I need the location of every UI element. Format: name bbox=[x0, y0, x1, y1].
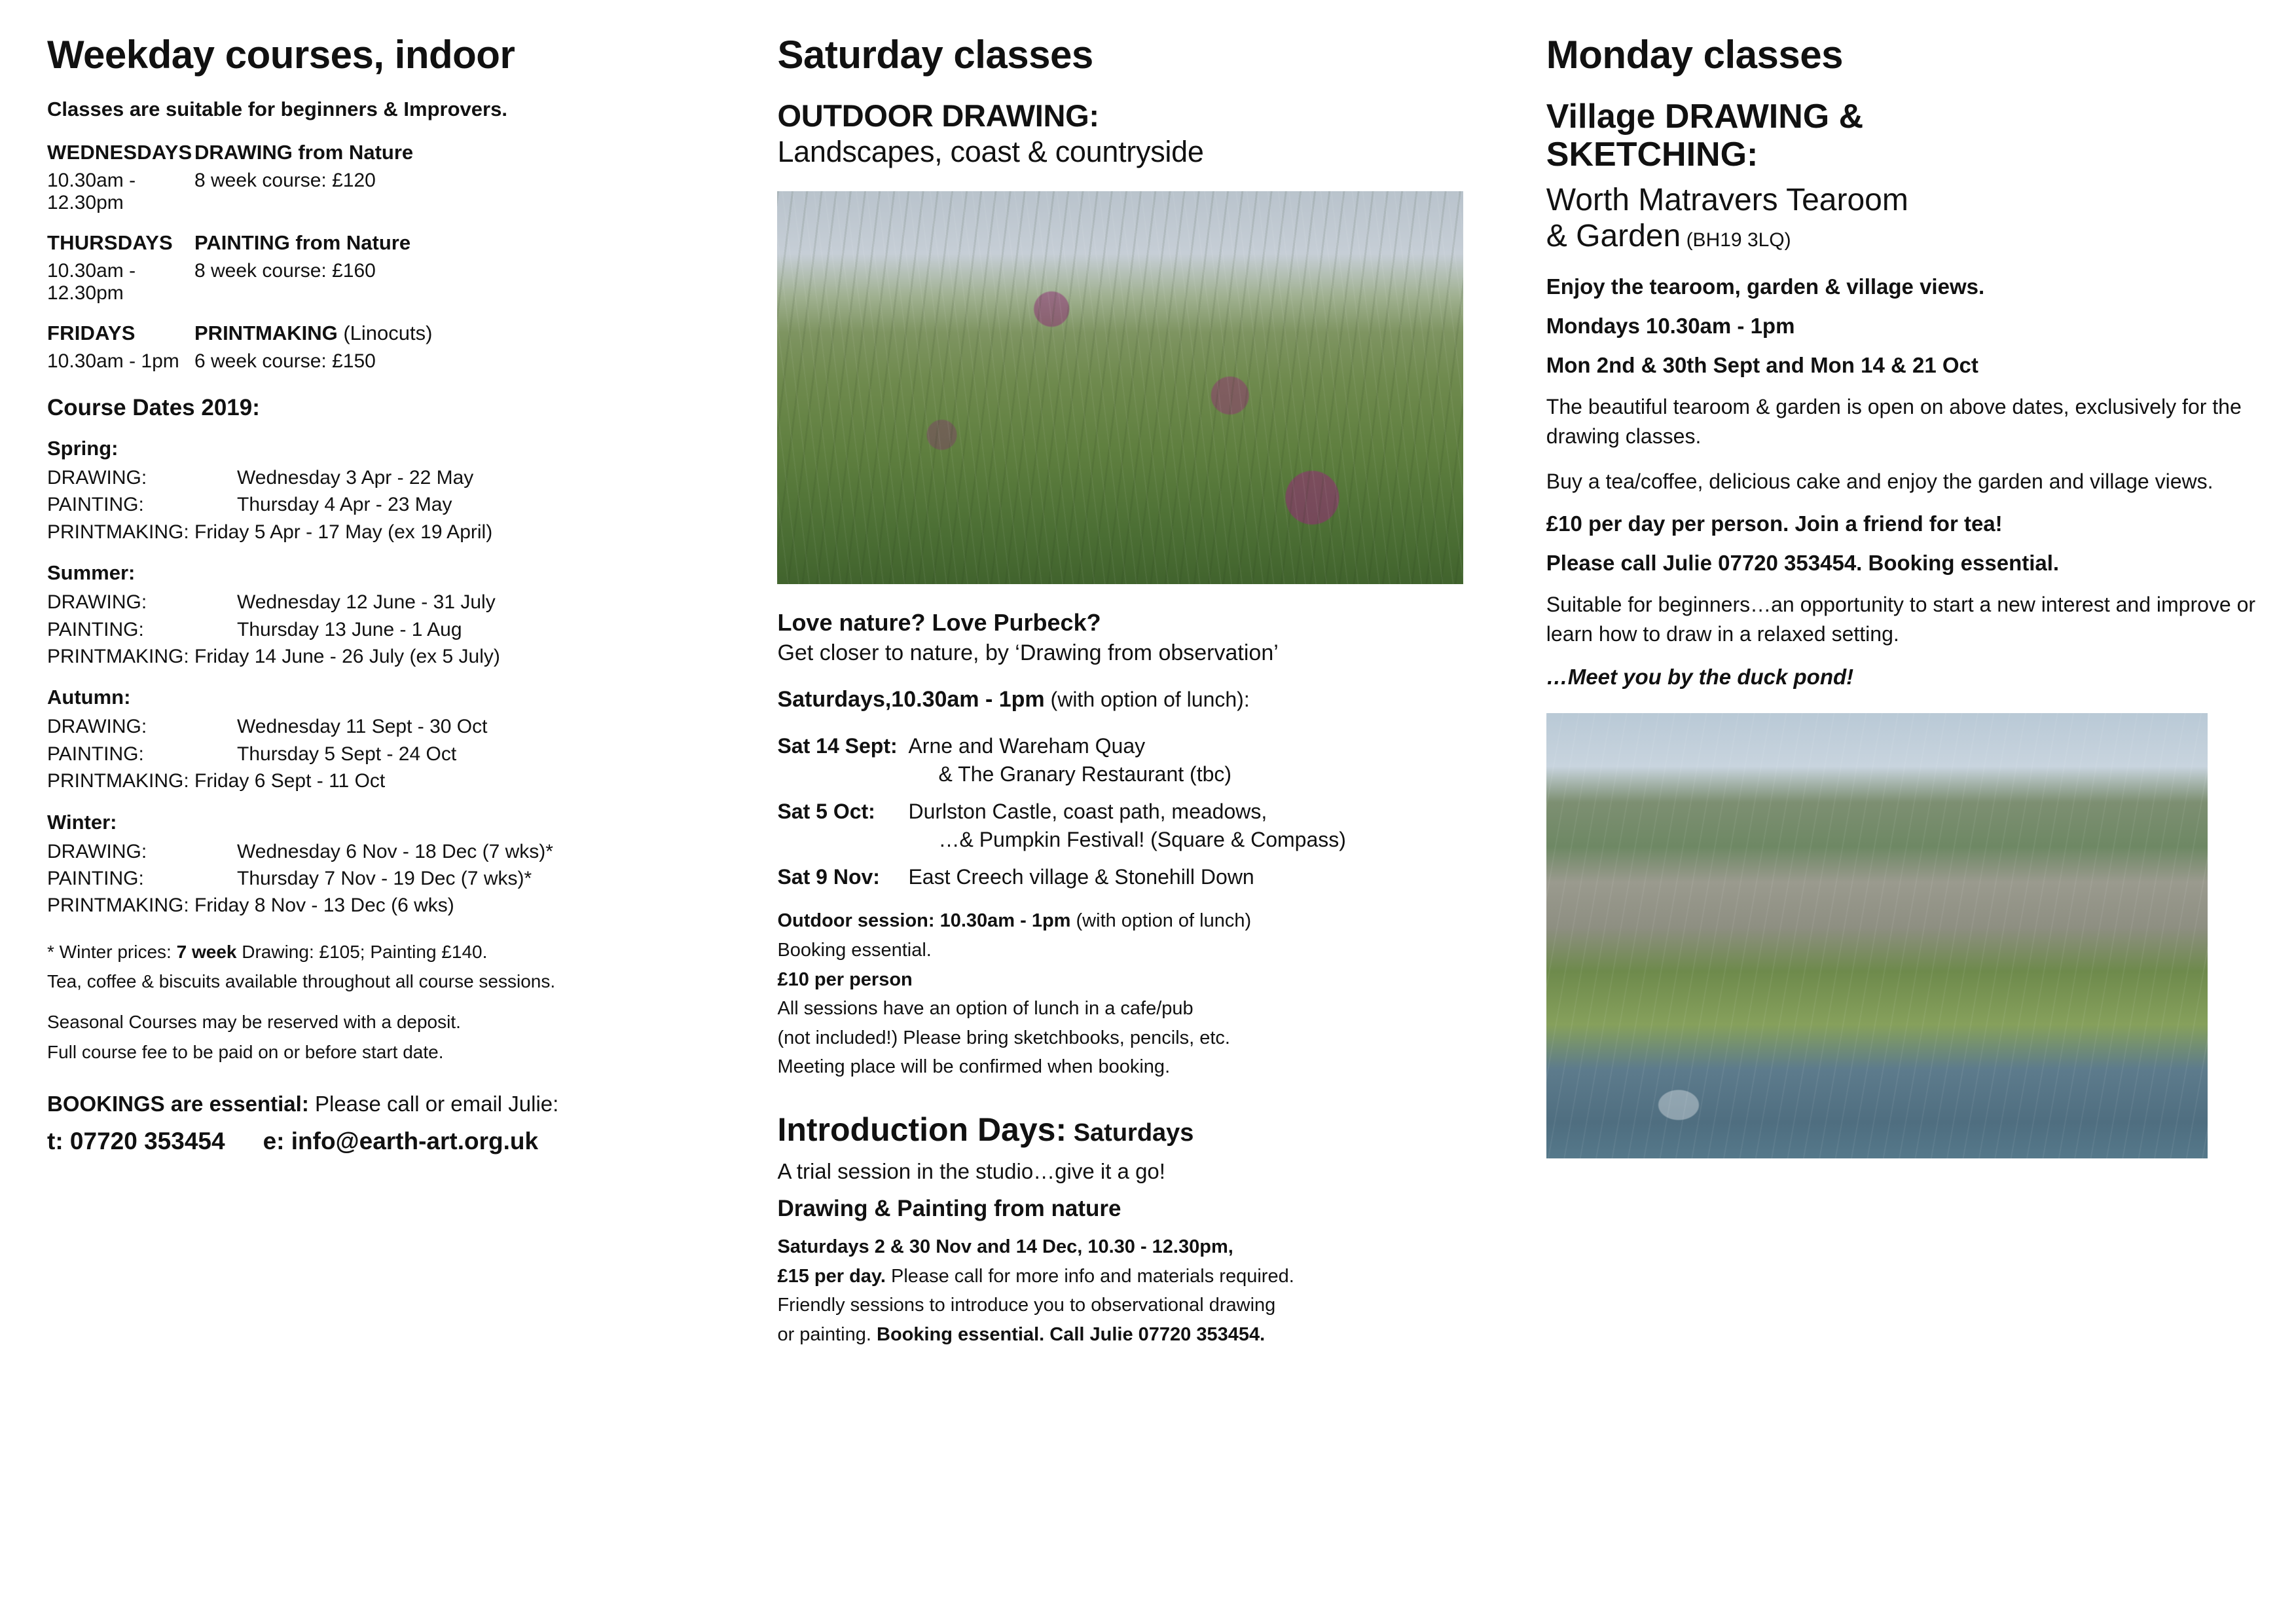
course-line bbox=[47, 838, 751, 865]
trip-date: Sat 5 Oct: bbox=[777, 799, 875, 823]
email-text[interactable]: e: info@earth-art.org.uk bbox=[263, 1128, 539, 1155]
trip-date: Sat 9 Nov: bbox=[777, 864, 880, 889]
course-line bbox=[47, 741, 751, 767]
left-notes bbox=[47, 939, 751, 1065]
venue-line-1: Worth Matravers Tearoom bbox=[1546, 183, 1908, 218]
course-value: Wednesday 3 Apr - 22 May bbox=[237, 467, 474, 489]
season-name: Winter: bbox=[47, 810, 117, 834]
fee-note: Full course fee to be paid on or before start date. bbox=[47, 1041, 444, 1062]
schedule-time: 10.30am - 12.30pm bbox=[47, 170, 136, 213]
schedule-item-fridays bbox=[47, 322, 751, 373]
tearoom-paragraph-1: The beautiful tearoom & garden is open on above dates, exclusively for the drawing classes. bbox=[1546, 394, 2242, 448]
lunch-note-1: All sessions have an option of lunch in a cafe/pub bbox=[777, 998, 1194, 1020]
love-nature-text: Get closer to nature, by ‘Drawing from observation’ bbox=[777, 640, 1279, 665]
introduction-dates: Saturdays 2 & 30 Nov and 14 Dec, 10.30 - 12.30pm, bbox=[777, 1236, 1233, 1257]
monday-times: Mondays 10.30am - 1pm bbox=[1546, 313, 1795, 338]
schedule-item-thursdays bbox=[47, 231, 751, 304]
column-weekday-courses bbox=[47, 34, 777, 1598]
course-line bbox=[47, 589, 751, 616]
course-line bbox=[47, 643, 751, 670]
introduction-friendly-2: or painting. bbox=[777, 1323, 877, 1345]
introduction-booking-call: Booking essential. Call Julie 07720 353454. bbox=[877, 1323, 1266, 1345]
trip-row bbox=[777, 798, 1513, 854]
schedule-price: 6 week course: £150 bbox=[194, 350, 376, 372]
season-winter bbox=[47, 811, 751, 919]
course-label: PAINTING: bbox=[47, 743, 144, 765]
course-line bbox=[47, 767, 751, 794]
season-spring bbox=[47, 437, 751, 545]
price-bold: £10 per person bbox=[777, 969, 913, 990]
season-autumn bbox=[47, 686, 751, 794]
introduction-price: £15 per day. bbox=[777, 1265, 886, 1287]
bookings-line bbox=[47, 1088, 751, 1120]
season-name: Autumn: bbox=[47, 686, 131, 709]
session-rest: (with option of lunch) bbox=[1070, 910, 1252, 932]
introduction-days-heading bbox=[777, 1111, 1513, 1149]
course-label: PRINTMAKING: Friday 6 Sept - 11 Oct bbox=[47, 770, 386, 792]
winter-prices-bold: 7 week bbox=[176, 941, 237, 962]
schedule-time: 10.30am - 12.30pm bbox=[47, 260, 136, 304]
schedule-title-suffix: (Linocuts) bbox=[337, 322, 433, 344]
column-monday-classes bbox=[1546, 34, 2257, 1598]
course-label: PRINTMAKING: Friday 8 Nov - 13 Dec (6 wks) bbox=[47, 895, 454, 917]
bookings-label: BOOKINGS are essential: bbox=[47, 1091, 309, 1116]
tearoom-paragraph-3: Suitable for beginners…an opportunity to start a new interest and improve or learn how to draw in a relaxed setting. bbox=[1546, 593, 2256, 646]
course-line bbox=[47, 491, 751, 518]
course-value: Wednesday 11 Sept - 30 Oct bbox=[237, 716, 488, 738]
course-value: Thursday 13 June - 1 Aug bbox=[237, 618, 462, 640]
course-line bbox=[47, 464, 751, 491]
middle-column-heading: Saturday classes bbox=[777, 33, 1093, 77]
saturday-times-bold: Saturdays,10.30am - 1pm bbox=[777, 687, 1045, 712]
outdoor-session-details bbox=[777, 908, 1513, 1080]
village-drawing-title-line2: SKETCHING: bbox=[1546, 136, 1758, 174]
winter-prices-suffix: Drawing: £105; Painting £140. bbox=[236, 941, 488, 962]
trip-date: Sat 14 Sept: bbox=[777, 734, 898, 758]
outdoor-drawing-subtitle: Landscapes, coast & countryside bbox=[777, 135, 1204, 168]
course-value: Wednesday 12 June - 31 July bbox=[237, 591, 496, 614]
village-pond-photo bbox=[1546, 713, 2208, 1158]
course-value: Wednesday 6 Nov - 18 Dec (7 wks)* bbox=[237, 840, 553, 862]
left-intro-text: Classes are suitable for beginners & Improvers. bbox=[47, 98, 507, 120]
venue-name bbox=[1546, 183, 2257, 254]
duck-pond-text: …Meet you by the duck pond! bbox=[1546, 664, 1854, 689]
course-label: PAINTING: bbox=[47, 867, 144, 889]
schedule-item-wednesdays bbox=[47, 141, 751, 214]
course-line bbox=[47, 616, 751, 643]
saturday-times-line bbox=[777, 687, 1513, 712]
course-dates-heading: Course Dates 2019: bbox=[47, 395, 260, 420]
schedule-title: PAINTING from Nature bbox=[194, 231, 411, 254]
trip-desc: Arne and Wareham Quay bbox=[908, 734, 1146, 758]
trip-desc-2: …& Pumpkin Festival! (Square & Compass) bbox=[938, 827, 1346, 851]
trip-desc: East Creech village & Stonehill Down bbox=[908, 864, 1254, 889]
introduction-trial-text: A trial session in the studio…give it a go! bbox=[777, 1158, 1165, 1183]
session-line bbox=[777, 908, 1513, 934]
course-value: Thursday 4 Apr - 23 May bbox=[237, 494, 452, 516]
course-label: DRAWING: bbox=[47, 840, 147, 862]
enjoy-tearoom-text: Enjoy the tearoom, garden & village views. bbox=[1546, 274, 1985, 299]
booking-essential: Booking essential. bbox=[777, 939, 932, 961]
course-label: DRAWING: bbox=[47, 591, 147, 614]
introduction-friendly-1: Friendly sessions to introduce you to observational drawing bbox=[777, 1295, 1276, 1316]
winter-prices-note bbox=[47, 939, 751, 965]
village-drawing-title bbox=[1546, 98, 2257, 174]
course-line bbox=[47, 519, 751, 545]
meadow-photo bbox=[777, 191, 1463, 584]
saturday-times-rest: (with option of lunch): bbox=[1044, 688, 1250, 711]
schedule-day: THURSDAYS bbox=[47, 231, 173, 254]
schedule-title: DRAWING from Nature bbox=[194, 141, 414, 164]
village-drawing-title-line1: Village DRAWING & bbox=[1546, 98, 1864, 136]
contact-row bbox=[47, 1128, 751, 1155]
schedule-price: 8 week course: £120 bbox=[194, 170, 376, 191]
session-bold: Outdoor session: 10.30am - 1pm bbox=[777, 910, 1071, 932]
course-label: PAINTING: bbox=[47, 494, 144, 516]
column-saturday-classes bbox=[777, 34, 1546, 1598]
trip-desc-2: & The Granary Restaurant (tbc) bbox=[938, 762, 1232, 786]
introduction-price-rest: Please call for more info and materials required. bbox=[885, 1265, 1294, 1287]
bookings-rest: Please call or email Julie: bbox=[308, 1091, 559, 1116]
introduction-days-title: Introduction Days: bbox=[777, 1111, 1067, 1148]
course-line bbox=[47, 713, 751, 740]
meeting-note: Meeting place will be confirmed when booking. bbox=[777, 1056, 1171, 1078]
schedule-price: 8 week course: £160 bbox=[194, 260, 376, 282]
love-nature-heading: Love nature? Love Purbeck? bbox=[777, 609, 1101, 636]
winter-prices-prefix: * Winter prices: bbox=[47, 941, 177, 962]
course-value: Thursday 7 Nov - 19 Dec (7 wks)* bbox=[237, 867, 532, 889]
trip-desc: Durlston Castle, coast path, meadows, bbox=[908, 799, 1267, 823]
introduction-details bbox=[777, 1234, 1513, 1348]
course-label: PAINTING: bbox=[47, 618, 144, 640]
course-label: DRAWING: bbox=[47, 716, 147, 738]
monday-dates: Mon 2nd & 30th Sept and Mon 14 & 21 Oct bbox=[1546, 352, 1978, 377]
venue-postcode: (BH19 3LQ) bbox=[1681, 229, 1791, 251]
schedule-day: FRIDAYS bbox=[47, 322, 136, 344]
course-label: PRINTMAKING: Friday 14 June - 26 July (ex 5 July) bbox=[47, 645, 500, 667]
trip-row bbox=[777, 732, 1513, 788]
course-label: PRINTMAKING: Friday 5 Apr - 17 May (ex 19 April) bbox=[47, 521, 493, 543]
course-line bbox=[47, 865, 751, 892]
course-line bbox=[47, 892, 751, 919]
tearoom-paragraph-2: Buy a tea/coffee, delicious cake and enjoy the garden and village views. bbox=[1546, 469, 2214, 493]
monday-price: £10 per day per person. Join a friend for tea! bbox=[1546, 511, 2003, 536]
venue-line-2: & Garden bbox=[1546, 219, 1681, 254]
tea-note: Tea, coffee & biscuits available throughout all course sessions. bbox=[47, 971, 556, 992]
schedule-day: WEDNESDAYS bbox=[47, 141, 192, 164]
phone-text[interactable]: t: 07720 353454 bbox=[47, 1128, 225, 1155]
season-name: Summer: bbox=[47, 561, 136, 585]
schedule-title: PRINTMAKING bbox=[194, 322, 338, 344]
price-line bbox=[777, 967, 1513, 993]
introduction-days-sub: Saturdays bbox=[1066, 1118, 1194, 1147]
monday-booking-call: Please call Julie 07720 353454. Booking essential. bbox=[1546, 551, 2060, 576]
trip-row bbox=[777, 863, 1513, 891]
course-label: DRAWING: bbox=[47, 467, 147, 489]
schedule-time: 10.30am - 1pm bbox=[47, 350, 179, 372]
season-summer bbox=[47, 561, 751, 670]
lunch-note-2: (not included!) Please bring sketchbooks, pencils, etc. bbox=[777, 1027, 1230, 1048]
season-name: Spring: bbox=[47, 437, 118, 460]
course-value: Thursday 5 Sept - 24 Oct bbox=[237, 743, 457, 765]
outdoor-drawing-title: OUTDOOR DRAWING: bbox=[777, 98, 1099, 133]
deposit-note: Seasonal Courses may be reserved with a deposit. bbox=[47, 1012, 461, 1033]
introduction-subject: Drawing & Painting from nature bbox=[777, 1195, 1121, 1221]
left-column-heading: Weekday courses, indoor bbox=[47, 33, 515, 77]
right-column-heading: Monday classes bbox=[1546, 33, 1844, 77]
